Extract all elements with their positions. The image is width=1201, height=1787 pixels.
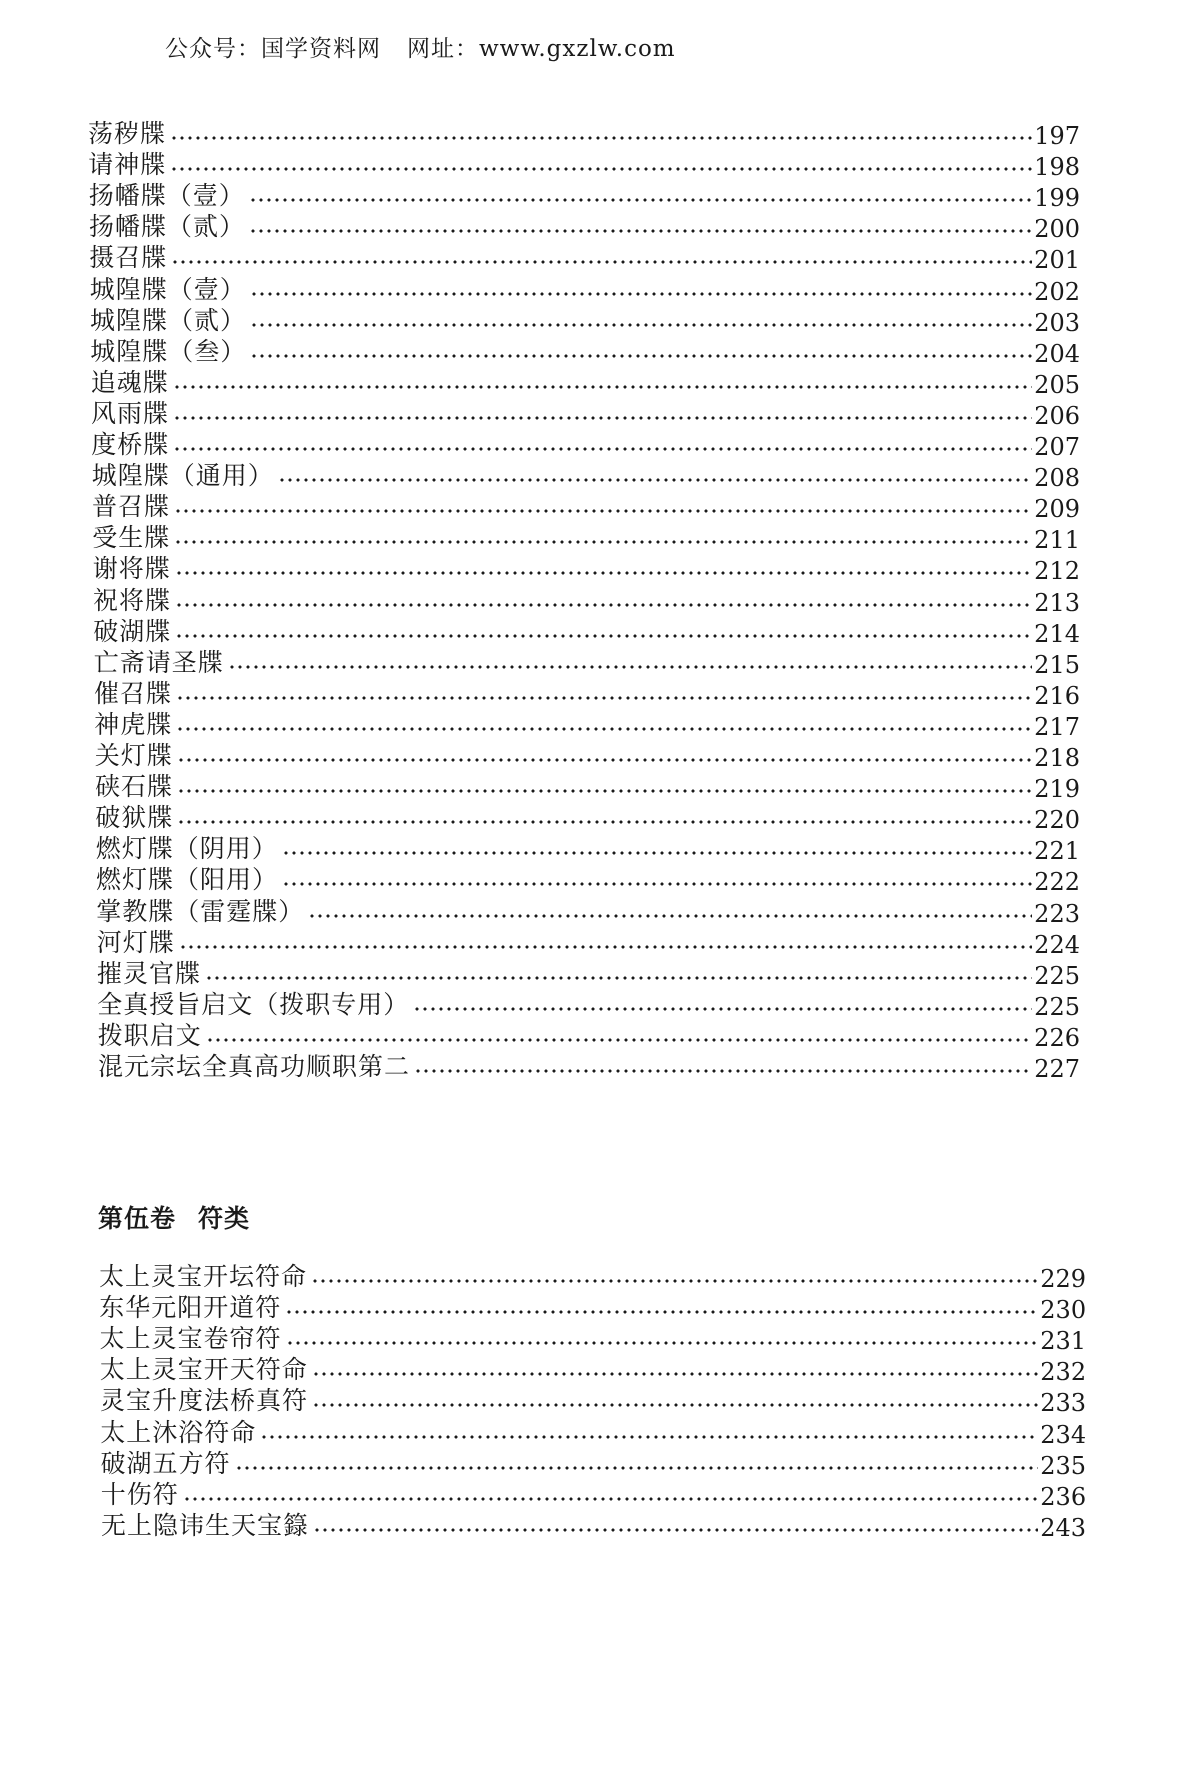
toc-entry-page: 219 [1034,775,1080,804]
toc-entry-page: 211 [1034,526,1080,555]
toc-leader-dots [312,1402,1038,1408]
section-name: 符类 [198,1204,251,1233]
toc-entry-page: 217 [1034,712,1080,741]
toc-entry-page: 198 [1034,153,1080,182]
toc-entry-title: 摧灵官牒 [97,958,202,988]
toc-entry-page: 236 [1040,1482,1087,1511]
toc-entry-title: 东华元阳开道符 [99,1293,282,1323]
section-volume: 第伍卷 [98,1204,177,1233]
toc-entry-title: 神虎牒 [94,709,173,739]
toc-entry-title: 破湖五方符 [100,1448,231,1478]
toc-entry-title: 扬幡牒（贰） [89,212,246,242]
toc-leader-dots [312,1371,1038,1377]
toc-entry-page: 212 [1034,557,1080,586]
toc-entry-page: 208 [1034,464,1080,493]
toc-entry [93,551,1080,585]
toc-entry-page: 204 [1034,339,1080,368]
toc-entry-title: 祝将牒 [93,585,172,615]
toc-entry-title: 亡斋请圣牒 [93,647,224,677]
toc-entry-page: 206 [1034,401,1080,430]
toc-leader-dots [249,197,1032,203]
toc-entry-page: 214 [1034,619,1080,648]
toc-leader-dots [260,1434,1038,1440]
toc-leader-dots [177,788,1032,794]
toc-entry-title: 城隍牒（贰） [90,305,247,335]
toc-leader-dots [308,913,1032,919]
toc-entry [91,365,1080,399]
toc-entry-title: 混元宗坛全真高功顺职第二 [98,1052,411,1081]
toc-entry-page: 227 [1034,1055,1080,1083]
toc-leader-dots [173,446,1032,452]
toc-leader-dots [175,633,1032,639]
toc-leader-dots [228,664,1032,670]
toc-entry-title: 摄召牒 [89,243,168,273]
toc-leader-dots [205,975,1032,981]
toc-entry [95,738,1080,772]
toc-entry-page: 215 [1034,650,1080,679]
toc-entry-page: 229 [1040,1265,1086,1293]
toc-entry [97,925,1080,959]
toc-entry-page: 232 [1040,1358,1087,1387]
toc-entry-title: 普召牒 [92,492,171,522]
site-label: 网址：www.gxzlw.com [407,36,676,62]
toc-entry-page: 218 [1034,744,1080,772]
toc-leader-dots [414,1068,1032,1074]
toc-entry [89,209,1080,243]
toc-entry-title: 灵宝升度法桥真符 [100,1386,309,1416]
toc-entry [101,1446,1087,1480]
toc-leader-dots [285,1309,1038,1315]
toc-leader-dots [175,602,1032,608]
toc-entry [95,769,1080,803]
toc-entry-title: 请神牒 [88,150,167,180]
toc-leader-dots [174,539,1032,545]
toc-entry-title: 关灯牒 [94,741,173,770]
toc-leader-dots [179,944,1032,950]
toc-entry [90,334,1080,368]
toc-entry-title: 荡秽牒 [88,119,167,148]
toc-entry-page: 207 [1034,433,1080,461]
toc-entry [91,396,1080,430]
toc-leader-dots [282,850,1032,856]
toc-leader-dots [173,384,1032,390]
toc-entry-title: 城隍牒（通用） [91,461,274,491]
toc-entry-title: 燃灯牒（阴用） [95,834,278,864]
toc-entry-page: 235 [1040,1451,1086,1480]
toc-entry-page: 200 [1034,215,1080,244]
toc-leader-dots [175,570,1032,576]
toc-leader-dots [249,228,1032,234]
toc-entry [88,116,1080,150]
toc-entry-page: 209 [1034,495,1080,524]
toc-entry [92,458,1080,492]
toc-leader-dots [250,353,1032,359]
toc-entry-page: 203 [1034,308,1080,337]
wechat-label: 公众号：国学资料网 [165,36,381,62]
toc-entry-page: 201 [1034,246,1080,275]
toc-entry-title: 谢将牒 [92,554,171,584]
toc-entry [94,676,1080,710]
toc-leader-dots [177,757,1032,763]
toc-leader-dots [176,726,1032,732]
toc-entry [92,489,1080,523]
toc-entry-page: 213 [1034,588,1080,617]
toc-entry-page: 220 [1034,806,1080,835]
toc-entry-title: 燃灯牒（阳用） [96,865,279,895]
toc-entry-title: 破湖牒 [93,616,172,646]
toc-leader-dots [311,1278,1038,1284]
toc-entry-page: 199 [1034,184,1080,213]
toc-entry-title: 十伤符 [100,1479,179,1509]
toc-leader-dots [183,1496,1038,1502]
toc-entry [98,1049,1080,1083]
toc-entry-title: 破狱牒 [95,803,174,833]
toc-entry-title: 催召牒 [94,678,173,708]
toc-entry-title: 追魂牒 [90,367,169,397]
toc-entry-page: 225 [1034,961,1080,990]
toc-leader-dots [173,415,1032,421]
toc-entry-page: 223 [1034,899,1080,928]
toc-entry-title: 度桥牒 [91,430,170,459]
toc-entry-title: 受生牒 [92,523,171,553]
toc-entry-page: 233 [1040,1389,1086,1418]
toc-entry-page: 221 [1034,837,1080,866]
toc-entry-title: 风雨牒 [91,398,170,428]
toc-entry [94,707,1080,741]
toc-leader-dots [177,819,1032,825]
toc-leader-dots [170,166,1032,172]
toc-entry-page: 226 [1034,1023,1080,1052]
toc-entry-title: 太上沐浴符命 [100,1417,257,1447]
toc-entry-title: 太上灵宝开坛符命 [99,1262,308,1291]
toc-leader-dots [170,135,1032,141]
toc-entry-title: 太上灵宝卷帘符 [99,1324,282,1354]
toc-entry-page: 202 [1034,277,1080,306]
toc-entry [101,1508,1086,1542]
toc-entry [92,520,1080,554]
toc-entry-page: 205 [1034,370,1080,399]
toc-entry-page: 224 [1034,930,1080,959]
toc-entry-title: 硖石牒 [95,772,174,802]
toc-entry [97,987,1080,1021]
toc-entry [93,583,1080,617]
toc-entry-title: 城隍牒（壹） [89,274,246,304]
toc-leader-dots [174,508,1032,514]
toc-leader-dots [313,1527,1038,1533]
toc-entry-title: 河灯牒 [96,927,175,957]
toc-entry-title: 扬幡牒（壹） [88,181,245,211]
toc-entry-page: 230 [1040,1296,1087,1325]
toc-entry-title: 无上隐讳生天宝籙 [101,1510,310,1540]
toc-entry-title: 全真授旨启文（拨职专用） [97,989,410,1019]
toc-leader-dots [206,1037,1032,1043]
toc-entry-page: 234 [1040,1420,1087,1449]
toc-entry-page: 197 [1034,122,1080,150]
toc-leader-dots [413,1006,1032,1012]
toc-entry-page: 225 [1034,992,1080,1021]
toc-leader-dots [282,881,1032,887]
toc-leader-dots [278,477,1032,483]
toc-leader-dots [235,1465,1039,1471]
toc-entry-title: 掌教牒（雷霆牒） [96,896,305,926]
toc-entry-page: 222 [1034,868,1080,897]
toc-entry-title: 拨职启文 [97,1020,202,1050]
toc-leader-dots [176,695,1032,701]
toc-leader-dots [286,1340,1039,1346]
toc-leader-dots [171,259,1032,265]
toc-entry-page: 243 [1040,1513,1086,1542]
toc-entry [94,645,1080,679]
toc-entry [96,894,1080,928]
toc-leader-dots [250,291,1032,297]
toc-entry-page: 231 [1040,1327,1086,1356]
toc-entry [100,1415,1086,1449]
toc-entry-title: 太上灵宝开天符命 [99,1355,308,1385]
section-heading [98,1199,250,1235]
toc-entry-page: 216 [1034,681,1080,710]
toc-entry-title: 城隍牒（叁） [90,336,247,366]
toc-leader-dots [250,322,1032,328]
toc-entry [93,614,1080,648]
